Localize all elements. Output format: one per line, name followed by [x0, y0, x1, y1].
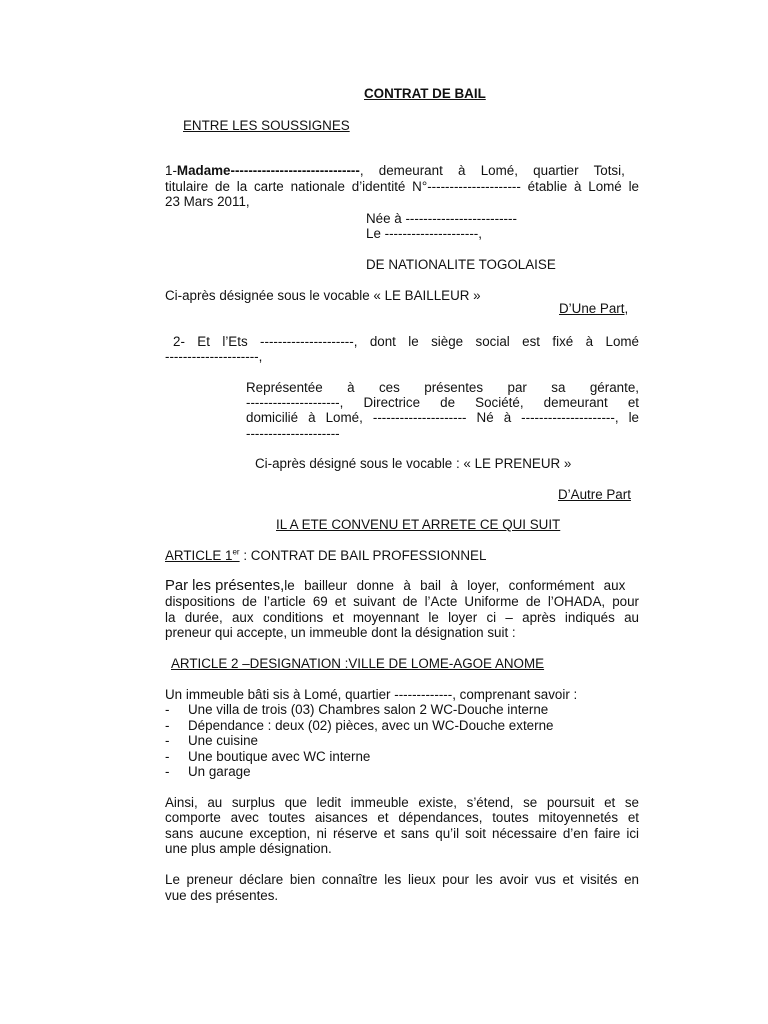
article2-intro: Un immeuble bâti sis à Lomé, quartier -------------, comprenant savoir : — [165, 687, 578, 702]
party2-line1: 2- Et l’Ets ---------------------, dont le siège social est fixé à Lomé — [173, 334, 639, 349]
party2-part: D’Autre Part — [558, 487, 631, 502]
article1-lead: Par les présentes, — [165, 578, 285, 594]
party1-part — [559, 301, 628, 317]
party2-representative-line4: --------------------- — [246, 426, 340, 441]
article1-line1 — [165, 578, 639, 595]
article1-sup: er — [232, 547, 240, 557]
party1-address: , demeurant à Lomé, quartier Totsi, — [359, 163, 625, 178]
article1-heading — [165, 548, 486, 564]
list-item-bullet: - — [165, 764, 170, 779]
list-item: Une villa de trois (03) Chambres salon 2 WC-Douche interne — [188, 702, 549, 717]
article1-line4: preneur qui accepte, un immeuble dont la désignation suit : — [165, 625, 516, 640]
party1-prefix: 1- — [165, 163, 177, 178]
article2-para1-line4: une plus ample désignation. — [165, 841, 332, 856]
party1-name: Madame----------------------------- — [176, 163, 360, 178]
article1-line1-rest: le bailleur donne à bail à loyer, conformément aux — [284, 578, 626, 593]
party1-part-comma: , — [624, 301, 629, 316]
list-item: Un garage — [188, 764, 251, 779]
party1-line1 — [165, 163, 639, 179]
article1-title: : CONTRAT DE BAIL PROFESSIONNEL — [239, 548, 487, 563]
list-item-bullet: - — [165, 702, 170, 717]
article2-para1-line1: Ainsi, au surplus que ledit immeuble existe, s’étend, se poursuit et se — [165, 795, 639, 810]
party2-representative-line2: ---------------------, Directrice de Société, demeurant et — [246, 395, 639, 410]
list-item-bullet: - — [165, 733, 170, 748]
article1-line3: la durée, aux conditions et moyennant le loyer ci – après indiqués au — [165, 610, 639, 625]
parties-heading: ENTRE LES SOUSSIGNES — [183, 118, 350, 133]
party2-line2: ---------------------, — [165, 349, 263, 364]
party1-id-card-line: titulaire de la carte nationale d’identité N°--------------------- établie à Lomé le — [165, 179, 639, 194]
party1-nationality: DE NATIONALITE TOGOLAISE — [366, 257, 556, 272]
article2-para1-line3: sans aucune exception, ni réserve et sans qu’il soit nécessaire d’en faire ici — [165, 826, 639, 841]
article2-para2-line2: vue des présentes. — [165, 888, 279, 903]
article2-para2-line1: Le preneur déclare bien connaître les lieux pour les avoir vus et visités en — [165, 872, 639, 887]
party2-representative-line3: domicilié à Lomé, --------------------- Né à ---------------------, le — [246, 410, 639, 425]
party1-id-date: 23 Mars 2011, — [165, 194, 250, 209]
list-item: Une cuisine — [188, 733, 258, 748]
list-item: Dépendance : deux (02) pièces, avec un WC-Douche externe — [188, 718, 554, 733]
article1-label: ARTICLE 1er — [165, 547, 240, 563]
party1-born-at: Née à ------------------------- — [366, 211, 517, 226]
party2-representative-line1: Représentée à ces présentes par sa gérante, — [246, 380, 639, 395]
party1-part-label: D’Une Part — [559, 301, 625, 316]
list-item-bullet: - — [165, 749, 170, 764]
party1-designation: Ci-après désignée sous le vocable « LE BAILLEUR » — [165, 288, 481, 303]
list-item-bullet: - — [165, 718, 170, 733]
party2-designation: Ci-après désigné sous le vocable : « LE PRENEUR » — [255, 456, 572, 471]
article2-heading: ARTICLE 2 –DESIGNATION :VILLE DE LOME-AGOE ANOME — [171, 656, 545, 671]
document-title: CONTRAT DE BAIL — [364, 86, 486, 101]
agreement-heading: IL A ETE CONVENU ET ARRETE CE QUI SUIT — [276, 517, 561, 532]
list-item: Une boutique avec WC interne — [188, 749, 371, 764]
article1-line2: dispositions de l’article 69 et suivant de l’Acte Uniforme de l’OHADA, pour — [165, 594, 639, 609]
party1-born-on: Le ---------------------, — [366, 226, 482, 241]
article2-para1-line2: comporte avec toutes aisances et dépendances, toutes mitoyennetés et — [165, 810, 639, 825]
